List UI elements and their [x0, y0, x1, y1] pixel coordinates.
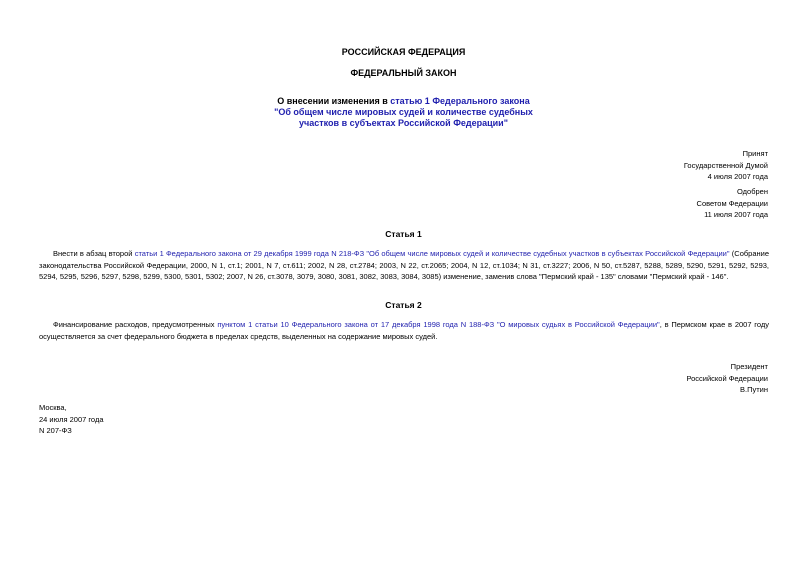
- footer-city: Москва,: [39, 403, 67, 412]
- article-2-link[interactable]: пунктом 1 статьи 10 Федерального закона от 17 декабря 1998 года N 188-ФЗ "О мировых судьях в Российской Федерации": [217, 320, 660, 329]
- article-1-heading: Статья 1: [385, 229, 422, 239]
- signature-country: Российской Федерации: [686, 373, 768, 383]
- approved-block: [697, 186, 768, 221]
- article-2-text-after: , в Пермском крае в 2007 году осуществляется за счет федерального бюджета в пределах средств, выделенных на содержание мировых судей.: [39, 320, 769, 341]
- title-prefix: О внесении изменения в: [277, 96, 391, 106]
- article-2-text-before: Финансирование расходов, предусмотренных: [53, 320, 218, 329]
- title-link-line-3[interactable]: участков в субъектах Российской Федерации": [299, 118, 508, 128]
- article-2-text: [39, 319, 769, 342]
- article-1-text: [39, 248, 769, 283]
- title-link-line-2[interactable]: "Об общем числе мировых судей и количестве судебных: [274, 107, 533, 117]
- signature-position: Президент: [730, 362, 768, 371]
- adopted-body: Государственной Думой: [683, 160, 768, 170]
- adopted-block: [684, 148, 768, 183]
- footer-date: 24 июля 2007 года: [39, 414, 104, 424]
- article-2-heading: Статья 2: [385, 300, 422, 310]
- adopted-date: 4 июля 2007 года: [707, 172, 768, 181]
- title-link-article[interactable]: статью 1 Федерального закона: [390, 96, 530, 106]
- signature-name: В.Путин: [740, 385, 768, 394]
- doc-type-heading: ФЕДЕРАЛЬНЫЙ ЗАКОН: [350, 68, 457, 78]
- approved-word: Одобрен: [737, 187, 768, 196]
- country-heading: РОССИЙСКАЯ ФЕДЕРАЦИЯ: [341, 47, 466, 57]
- article-1-text-before: Внести в абзац второй: [53, 249, 135, 258]
- footer-number: N 207-ФЗ: [39, 426, 72, 435]
- article-1-link[interactable]: статьи 1 Федерального закона от 29 декабря 1999 года N 218-ФЗ "Об общем числе мировых судей и количестве судебных участков в субъектах Российской Федерации": [134, 249, 730, 258]
- title-line-1: [0, 96, 807, 107]
- approved-date: 11 июля 2007 года: [704, 210, 768, 219]
- approved-body: Советом Федерации: [696, 198, 768, 208]
- footer-block: [39, 402, 104, 437]
- article-1-text-after: (Собрание законодательства Российской Федерации, 2000, N 1, ст.1; 2001, N 7, ст.611; 2002, N 28, ст.2784; 2003, N 22, ст.2065; 2004, N 12, ст.1034; N 31, ст.3227; 2006, N 50, ст.5287, 5288, 5289, 5290, 5291, 5292, 5293, 5294, 5295, 5296, 5297, 5298, 5299, 5300, 5301, 5302; 2007, N 26, ст.3078, 3079, 3080, 3081, 3082, 3083, 3084, 3085) изменение, заменив слова "Пермский край - 135" словами "Пермский край - 146".: [39, 249, 770, 281]
- signature-block: [686, 361, 768, 396]
- adopted-word: Принят: [742, 149, 768, 158]
- law-title: [0, 96, 807, 129]
